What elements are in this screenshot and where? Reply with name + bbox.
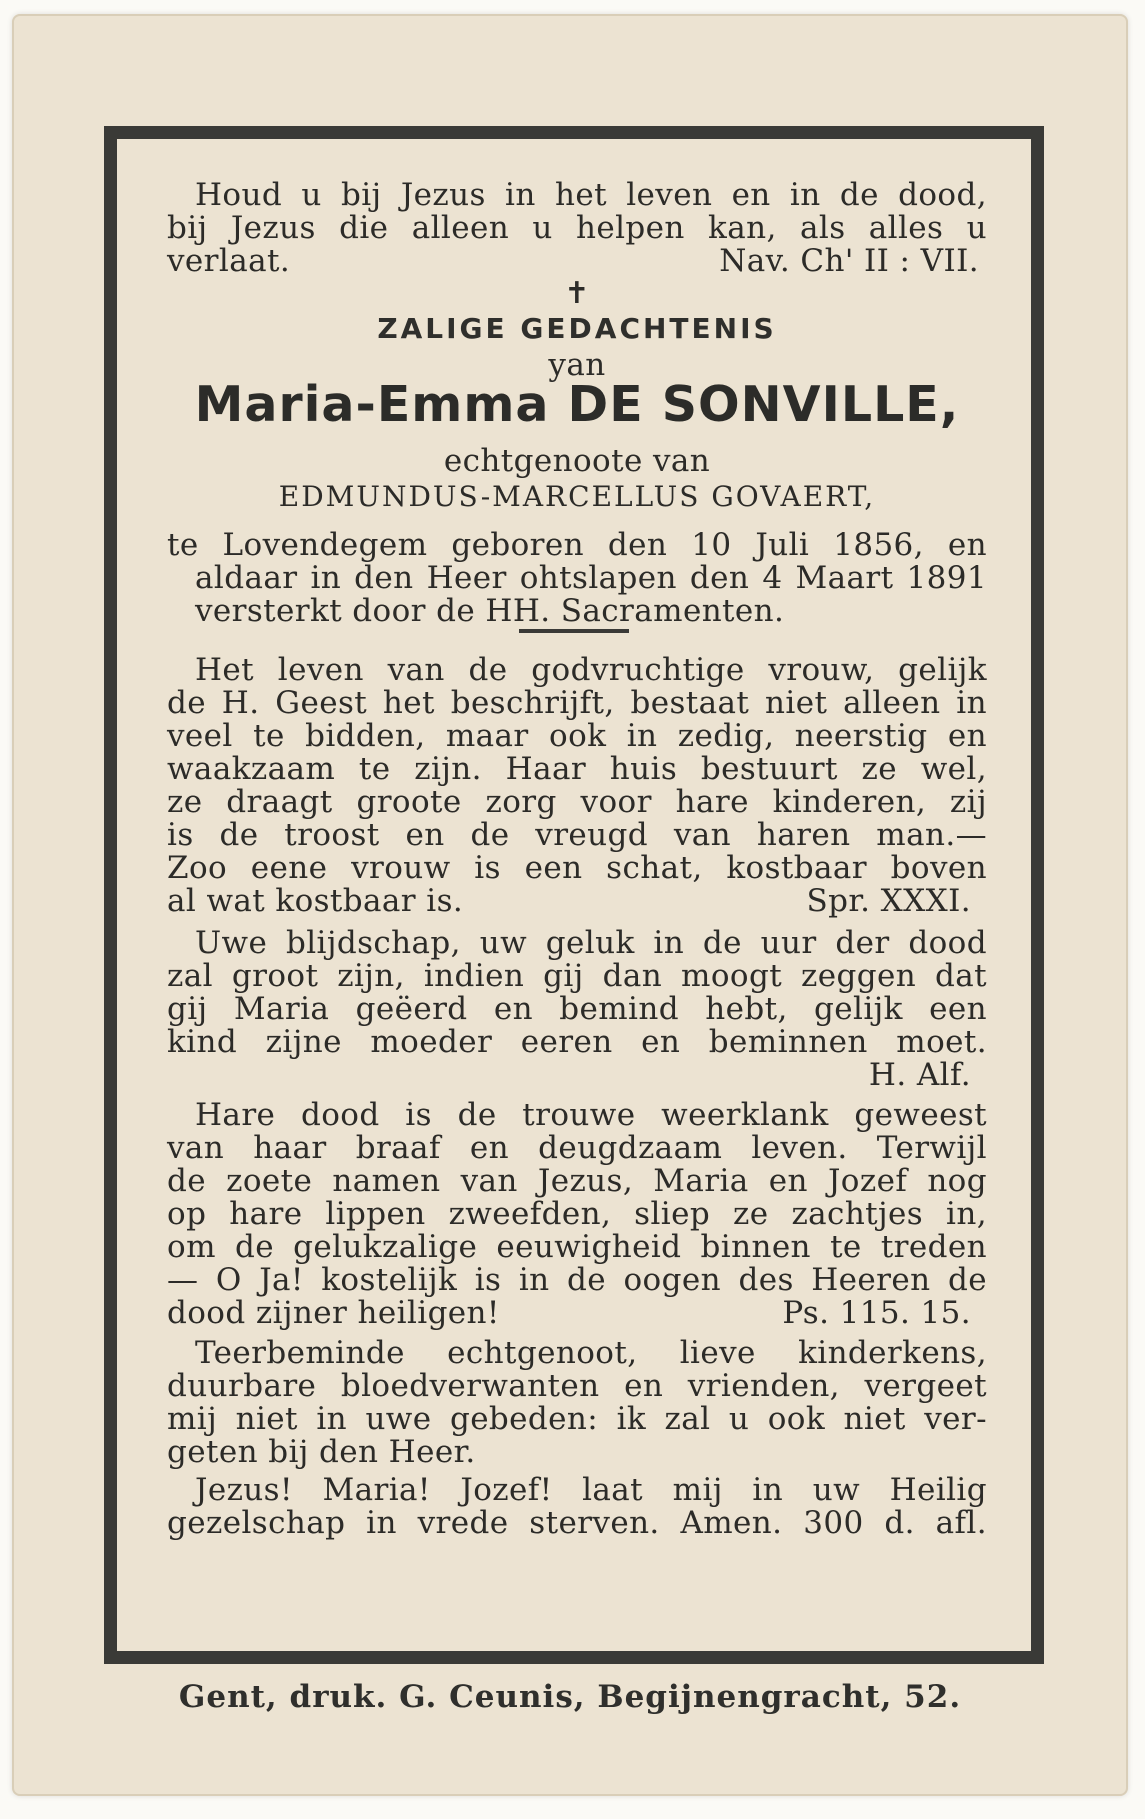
paragraph-4 [167,1337,987,1469]
deceased-name: Maria-Emma DE SONVILLE, [194,376,960,433]
bio-line: te Lovendegem geboren den 10 Juli 1856, en [167,527,987,563]
header-block [167,277,987,382]
bio-line: versterkt door de HH. Sacramenten. [195,593,785,629]
memorial-card [12,14,1128,1796]
paragraph-line: Zoo eene vrouw is een schat, kostbaar boven [167,850,987,886]
paragraph-line: duurbare bloedverwanten en vrienden, vergeet [167,1368,987,1404]
paragraph-line: geten bij den Heer. [167,1434,476,1470]
paragraph-3 [167,1099,987,1330]
paragraph-line: dood zijner heiligen! [167,1295,500,1331]
paragraph-line: de H. Geest het beschrijft, bestaat niet alleen in [167,685,987,721]
paragraph-line: om de gelukzalige eeuwigheid binnen te treden [167,1229,987,1265]
printer-imprint: Gent, druk. G. Ceunis, Begijnengracht, 52. [178,1679,962,1715]
name-block [167,377,987,513]
spouse-name: EDMUNDUS-MARCELLUS GOVAERT, [278,480,876,513]
paragraph-line: gij Maria geëerd en bemind hebt, gelijk een [167,991,987,1027]
bio-line: aldaar in den Heer ohtslapen den 4 Maart 1891 [195,560,987,596]
paragraph-line: — O Ja! kostelijk is in de oogen des Heeren de [167,1262,987,1298]
spouse-intro: echtgenoote van [443,443,711,479]
paragraph-line: zal groot zijn, indien gij dan moogt zeggen dat [167,958,987,994]
paragraph-1 [167,654,987,918]
epigraph-line: Houd u bij Jezus in het leven en in de dood, [195,177,987,213]
prayer [167,1474,987,1540]
paragraph-source: Spr. XXXI. [806,883,971,919]
paragraph-line: ze draagt groote zorg voor hare kinderen, zij [167,784,987,820]
epigraph-line: bij Jezus die alleen u helpen kan, als alles u [167,210,987,246]
paragraph-line: is de troost en de vreugd van haren man.— [167,817,987,853]
divider [127,629,1021,633]
paragraph-line: van haar braaf en deugdzaam leven. Terwijl [167,1130,987,1166]
paragraph-line: veel te bidden, maar ook in zedig, neerstig en [167,718,987,754]
paragraph-line: mij niet in uwe gebeden: ik zal u ook niet ver- [167,1401,987,1437]
epigraph-source: Nav. Ch' II : VII. [719,243,979,279]
paragraph-line: Het leven van de godvruchtige vrouw, gelijk [195,652,987,688]
heading: ZALIGE GEDACHTENIS [377,312,777,345]
epigraph [167,179,987,278]
prayer-line: Jezus! Maria! Jozef! laat mij in uw Heilig [195,1472,987,1508]
paragraph-line: al wat kostbaar is. [167,883,464,919]
paragraph-source: H. Alf. [868,1057,971,1093]
paragraph-source: Ps. 115. 15. [782,1295,971,1331]
cross-icon: ✝ [564,276,590,311]
prayer-line: gezelschap in vrede sterven. Amen. 300 d. afl. [167,1505,987,1541]
paragraph-line: Hare dood is de trouwe weerklank geweest [195,1097,987,1133]
paragraph-line: de zoete namen van Jezus, Maria en Jozef nog [167,1163,987,1199]
paragraph-line: waakzaam te zijn. Haar huis bestuurt ze wel, [167,751,987,787]
black-border-frame [104,126,1044,1664]
epigraph-line: verlaat. [167,243,291,279]
card-content [127,149,1021,1641]
paragraph-line: Uwe blijdschap, uw geluk in de uur der dood [195,925,987,961]
paragraph-line: Teerbeminde echtgenoot, lieve kinderkens, [195,1335,987,1371]
van-text: yan [548,347,606,383]
paragraph-2 [167,927,987,1092]
paragraph-line: op hare lippen zweefden, sliep ze zachtjes in, [167,1196,987,1232]
paragraph-line: kind zijne moeder eeren en beminnen moet. [167,1024,987,1060]
bio-block [167,529,987,628]
